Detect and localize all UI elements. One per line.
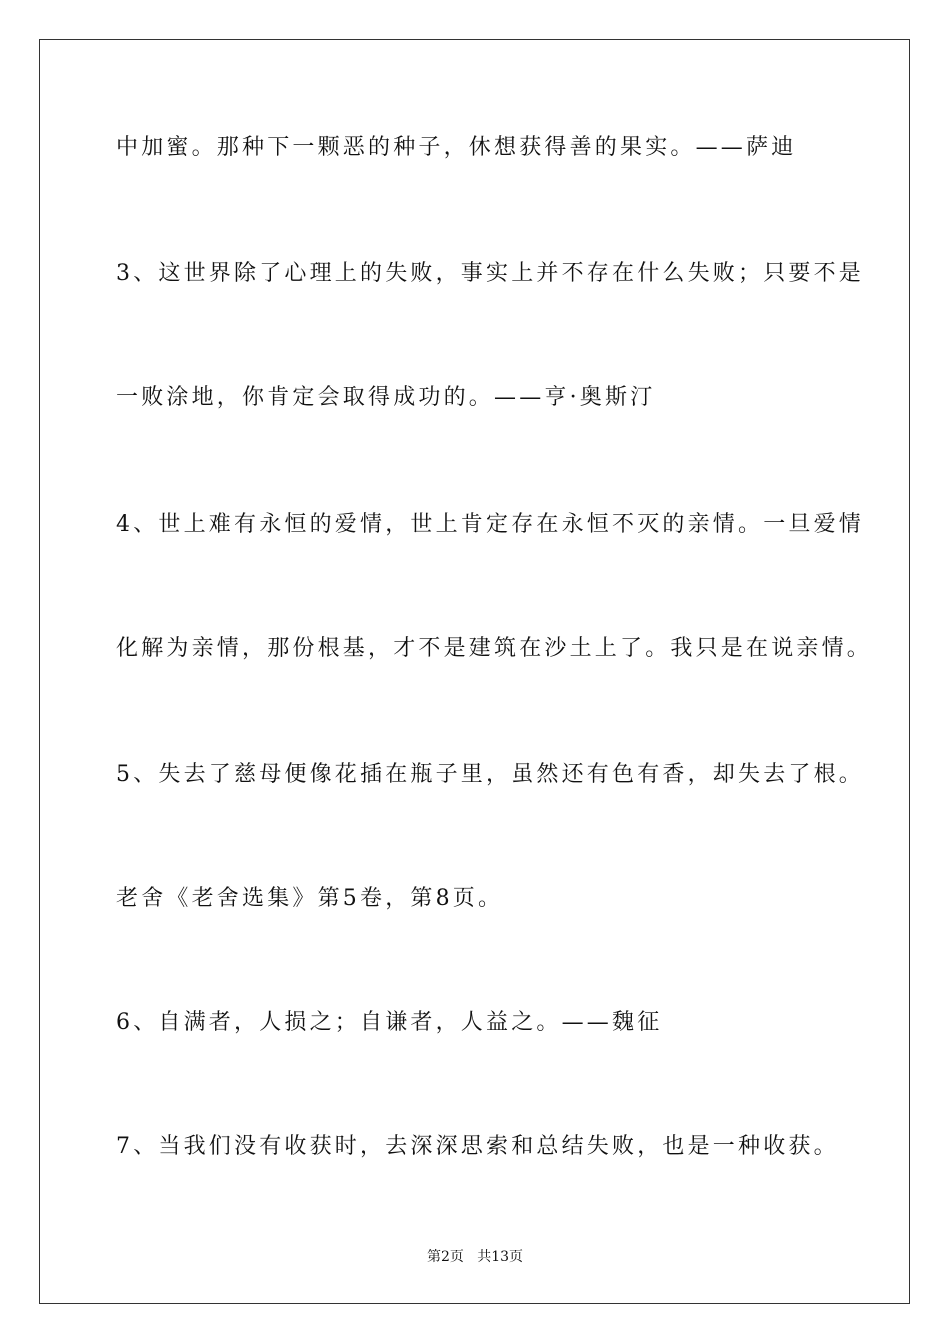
text-line-5: 化解为亲情，那份根基，才不是建筑在沙土上了。我只是在说亲情。: [116, 636, 873, 661]
text-line-1: 中加蜜。那种下一颗恶的种子，休想获得善的果实。——萨迪: [116, 135, 797, 160]
text-line-8: 6、自满者，人损之；自谦者，人益之。——魏征: [116, 1010, 663, 1035]
text-line-9: 7、当我们没有收获时，去深深思索和总结失败，也是一种收获。: [116, 1134, 839, 1159]
text-line-4: 4、世上难有永恒的爱情，世上肯定存在永恒不灭的亲情。一旦爱情: [116, 512, 864, 537]
text-line-7: 老舍《老舍选集》第5卷，第8页。: [116, 886, 504, 911]
text-line-6: 5、失去了慈母便像花插在瓶子里，虽然还有色有香，却失去了根。: [116, 762, 864, 787]
text-line-2: 3、这世界除了心理上的失败，事实上并不存在什么失败；只要不是: [116, 261, 864, 286]
page-number-footer: 第2页 共13页: [426, 1249, 524, 1265]
text-line-3: 一败涂地，你肯定会取得成功的。——亨·奥斯汀: [116, 385, 656, 410]
page-border: [39, 39, 910, 1304]
